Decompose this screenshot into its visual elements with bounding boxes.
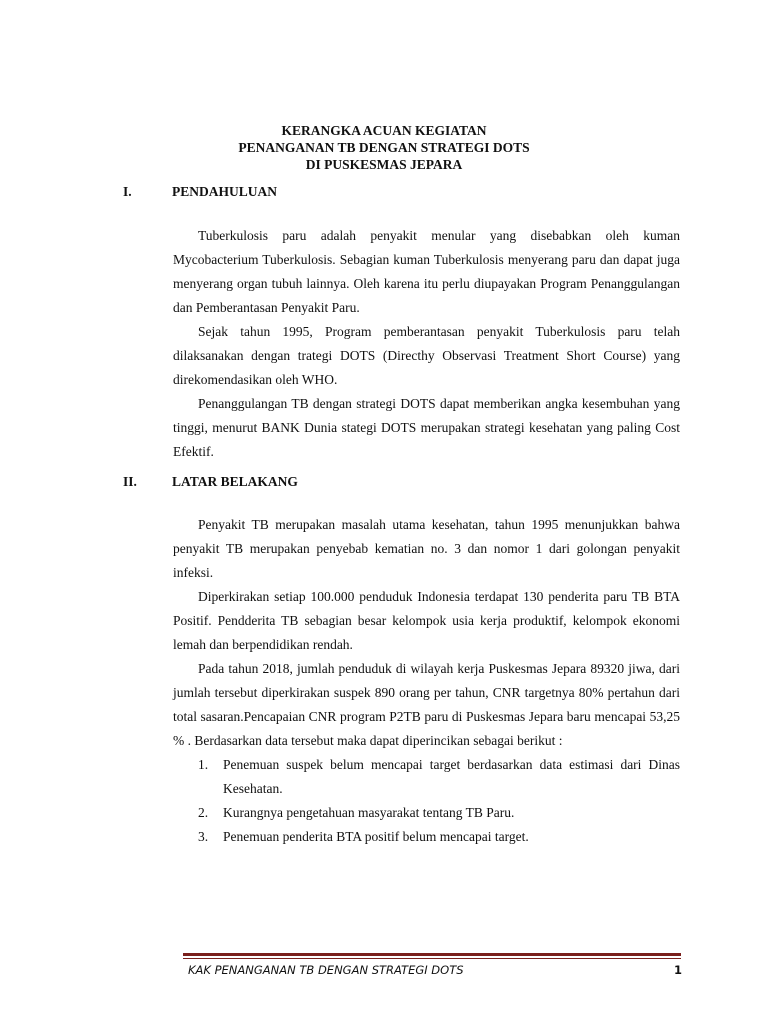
page-number: 1 (673, 963, 682, 977)
section-title: PENDAHULUAN (172, 184, 278, 199)
page-footer (188, 961, 682, 979)
list-item-number: 2. (198, 805, 209, 820)
title-line-1: KERANGKA ACUAN KEGIATAN (281, 123, 487, 138)
paragraph: Tuberkulosis paru adalah penyakit menular yang disebabkan oleh kuman Mycobacterium Tuberkulosis. Sebagian kuman Tuberkulosis menyerang paru dan dapat juga menyerang organ tubuh lainnya. Oleh karena itu perlu diupayakan Program Penanggulangan dan Pemberantasan Penyakit Paru. (173, 228, 680, 315)
footer-rule-thick (183, 953, 681, 956)
footer-title: KAK PENANGANAN TB DENGAN STRATEGI DOTS (188, 963, 464, 977)
title-line-2: PENANGANAN TB DENGAN STRATEGI DOTS (238, 140, 530, 155)
title-line-3: DI PUSKESMAS JEPARA (305, 157, 463, 172)
list-item-text: Kurangnya pengetahuan masyarakat tentang TB Paru. (223, 805, 515, 820)
section-number: II. (123, 474, 137, 489)
numbered-list (173, 753, 680, 849)
section-number: I. (123, 184, 132, 199)
section-body-latar-belakang (173, 513, 680, 849)
paragraph: Diperkirakan setiap 100.000 penduduk Indonesia terdapat 130 penderita paru TB BTA Positif. Pendderita TB sebagian besar kelompok usia kerja produktif, kelompok ekonomi lemah dan berpendidikan rendah. (173, 589, 680, 652)
list-item-text: Penemuan penderita BTA positif belum mencapai target. (223, 829, 529, 844)
paragraph: Pada tahun 2018, jumlah penduduk di wilayah kerja Puskesmas Jepara 89320 jiwa, dari jumlah tersebut diperkirakan suspek 890 orang per tahun, CNR targetnya 80% pertahun dari total sasaran.Pencapaian CNR program P2TB paru di Puskesmas Jepara baru mencapai 53,25 % . Berdasarkan data tersebut maka dapat diperincikan sebagai berikut : (173, 661, 680, 748)
footer-rule-thin (183, 958, 681, 959)
list-item-number: 3. (198, 829, 209, 844)
list-item-text: Penemuan suspek belum mencapai target berdasarkan data estimasi dari Dinas Kesehatan. (223, 757, 680, 796)
paragraph: Penyakit TB merupakan masalah utama kesehatan, tahun 1995 menunjukkan bahwa penyakit TB merupakan penyebab kematian no. 3 dan nomor 1 dari golongan penyakit infeksi. (173, 517, 680, 580)
list-item (173, 801, 680, 825)
list-item (173, 825, 680, 849)
paragraph: Penanggulangan TB dengan strategi DOTS dapat memberikan angka kesembuhan yang tinggi, menurut BANK Dunia stategi DOTS merupakan strategi kesehatan yang paling Cost Efektif. (173, 396, 680, 459)
section-body-pendahuluan (173, 224, 680, 464)
paragraph: Sejak tahun 1995, Program pemberantasan penyakit Tuberkulosis paru telah dilaksanakan dengan trategi DOTS (Directhy Observasi Treatment Short Course) yang direkomendasikan oleh WHO. (173, 324, 680, 387)
section-title: LATAR BELAKANG (172, 474, 298, 489)
list-item (173, 753, 680, 801)
list-item-number: 1. (198, 757, 209, 772)
document-title (0, 122, 768, 173)
